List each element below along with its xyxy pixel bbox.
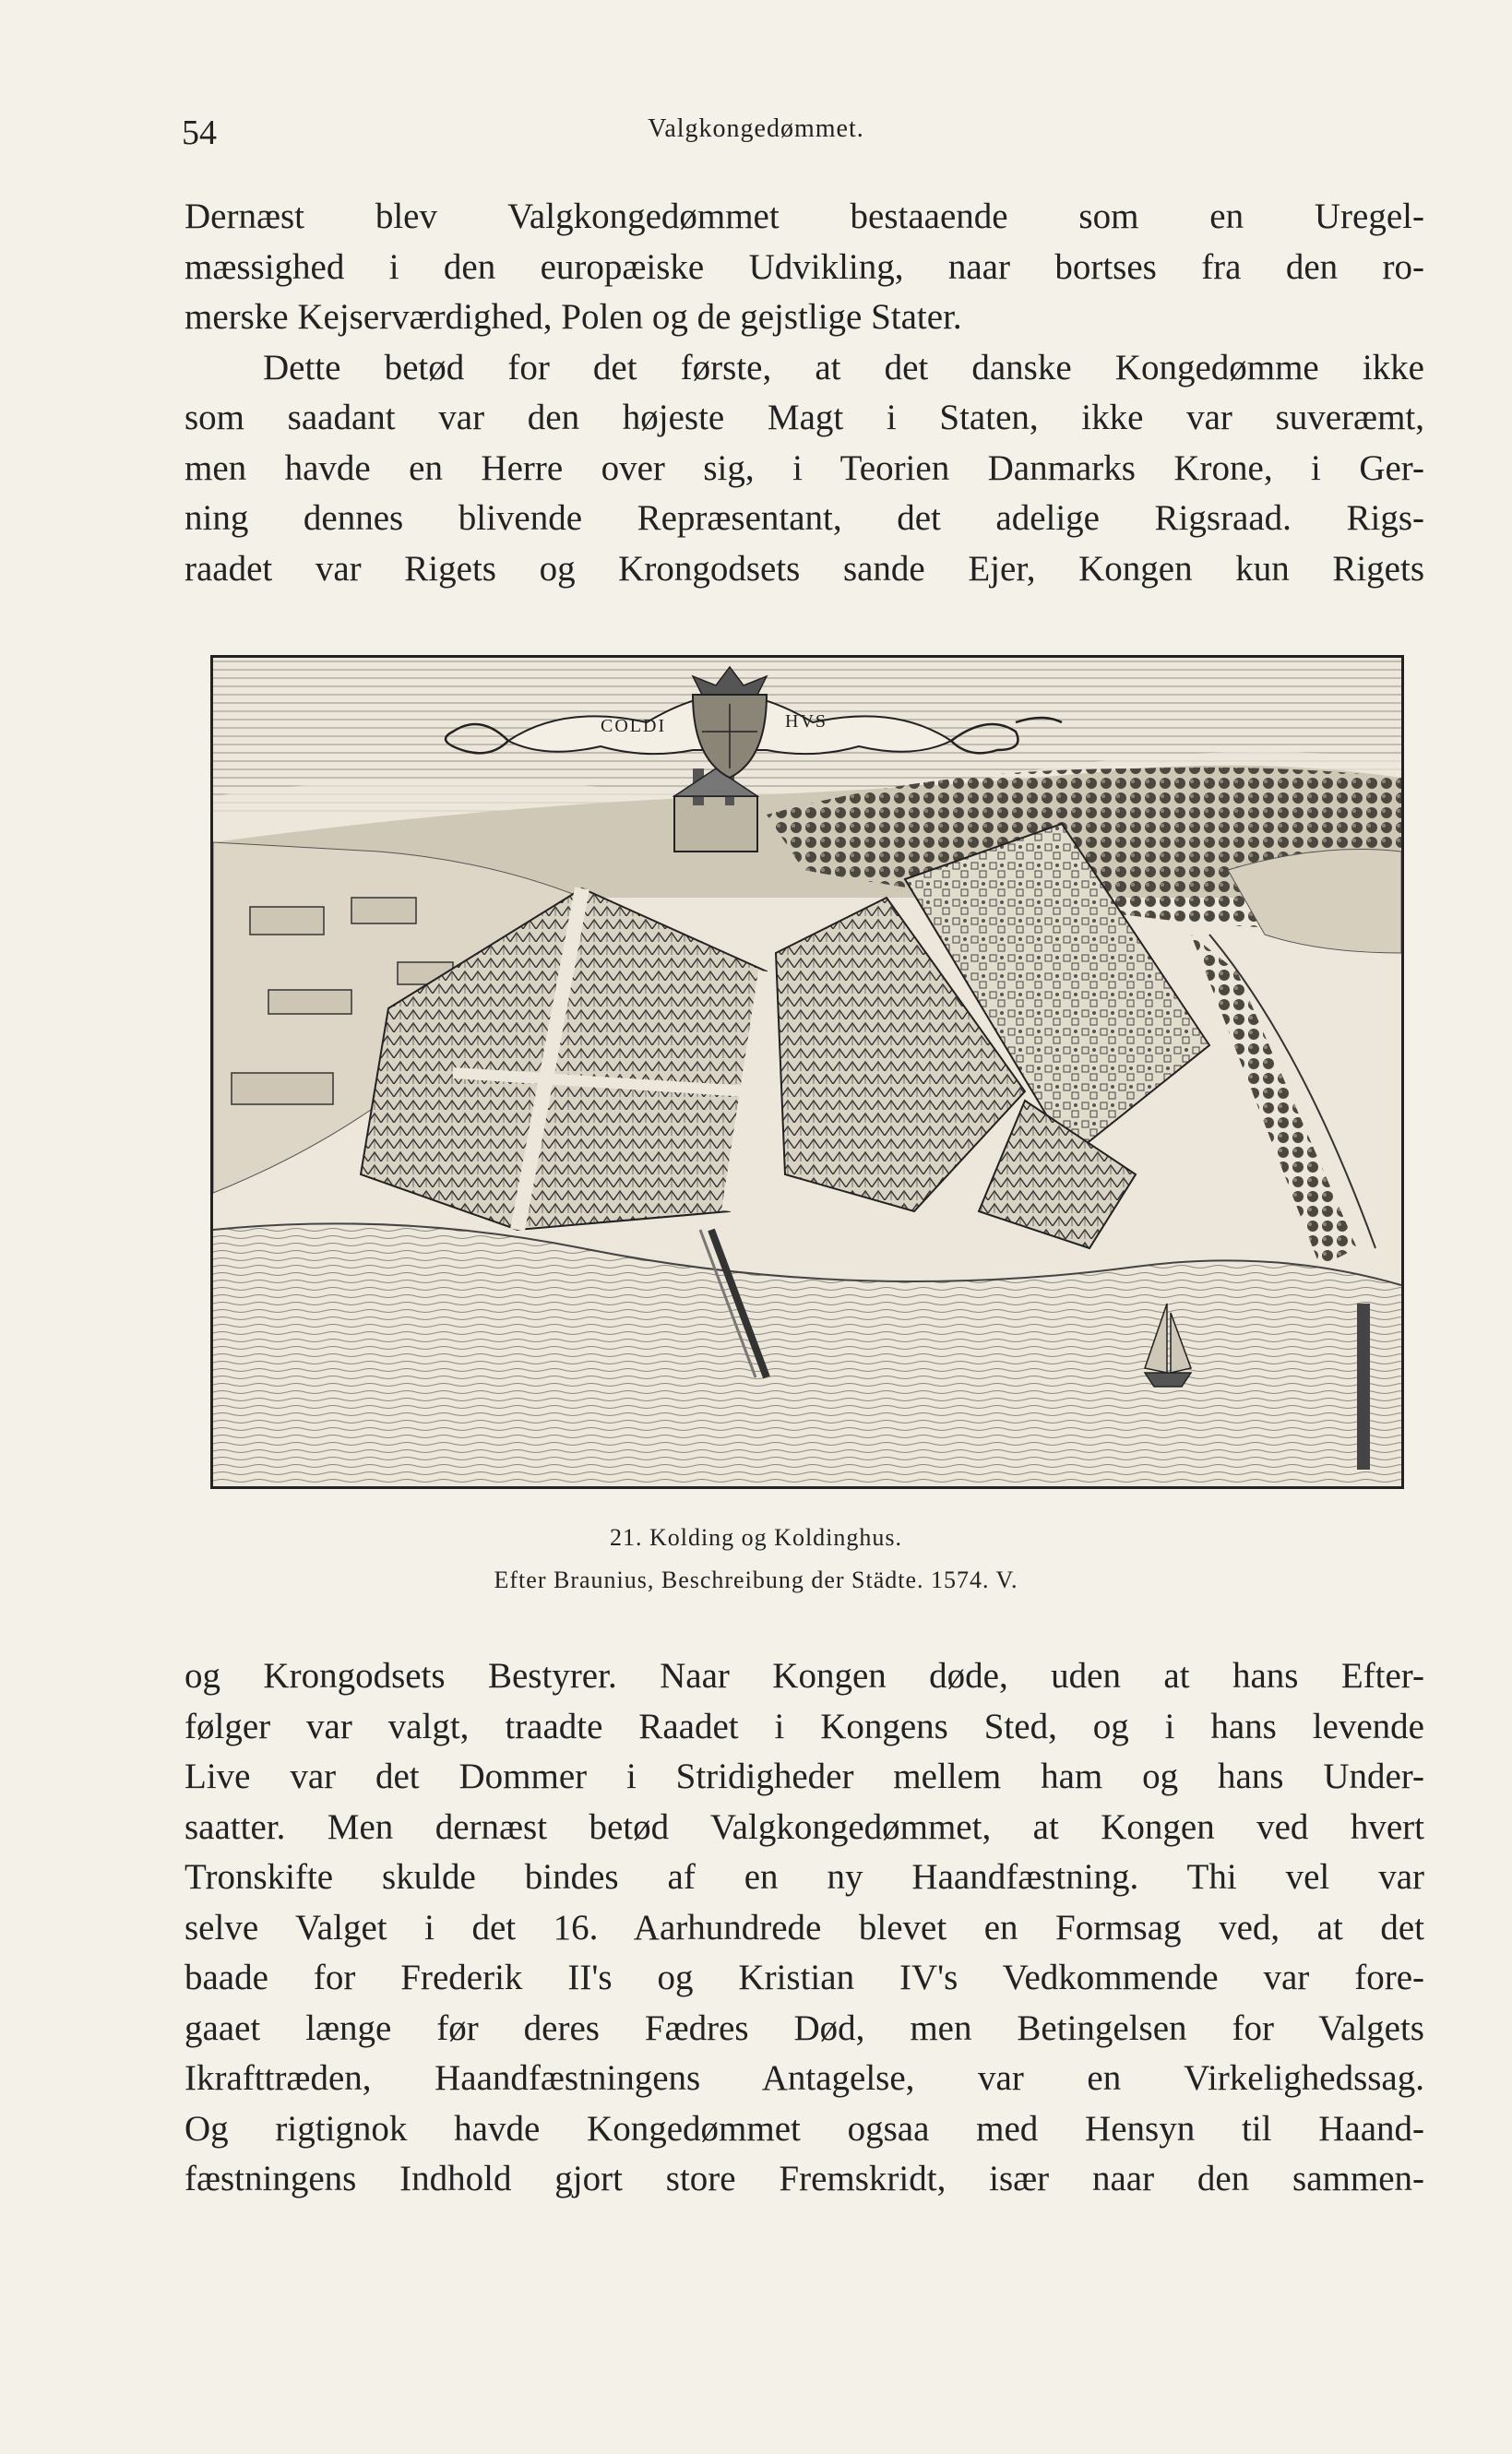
page-number: 54 (182, 113, 217, 152)
text-line: merske Kejserværdighed, Polen og de gejstlige Stater. (185, 297, 962, 337)
text-line: baade for Frederik II's og Kristian IV's Vedkommende var fore- (185, 1958, 1424, 1997)
text-line: saatter. Men dernæst betød Valgkongedømmet, at Kongen ved hvert (185, 1806, 1424, 1847)
text-line: følger var valgt, traadte Raadet i Kongens Sted, og i hans levende (185, 1706, 1424, 1746)
text-line: Dette betød for det første, at det danske Kongedømme ikke (263, 347, 1424, 387)
text-line: fæstningens Indhold gjort store Fremskridt, især naar den sammen- (185, 2159, 1424, 2198)
figure-caption-title: 21. Kolding og Koldinghus. (609, 1524, 903, 1551)
running-title: Valgkongedømmet. (648, 114, 864, 143)
engraving-illustration (213, 658, 1401, 1486)
figure-caption-source: Efter Braunius, Beschreibung der Städte. 1574. V. (494, 1567, 1018, 1593)
banner-text-left: COLDI (601, 716, 667, 736)
banner-text-right: HVS (785, 711, 828, 732)
text-line: Ikrafttræden, Haandfæstningens Antagelse, var en Virkelighedssag. (185, 2058, 1424, 2098)
text-line: Tronskifte skulde bindes af en ny Haandfæstning. Thi vel var (185, 1857, 1424, 1897)
opening-paragraphs (185, 192, 1424, 594)
text-line: Dernæst blev Valgkongedømmet bestaaende som en Uregel- (185, 197, 1424, 236)
text-line: gaaet længe før deres Fædres Død, men Betingelsen for Valgets (185, 2007, 1424, 2048)
text-line: Og rigtignok havde Kongedømmet ogsaa med Hensyn til Haand- (185, 2108, 1424, 2149)
text-line: Live var det Dommer i Stridigheder mellem ham og hans Under- (185, 1757, 1424, 1796)
text-line: raadet var Rigets og Krongodsets sande Ejer, Kongen kun Rigets (185, 548, 1424, 589)
text-line: men havde en Herre over sig, i Teorien Danmarks Krone, i Ger- (185, 447, 1424, 488)
text-line: og Krongodsets Bestyrer. Naar Kongen døde, uden at hans Efter- (185, 1656, 1424, 1696)
text-line: mæssighed i den europæiske Udvikling, naar bortses fra den ro- (185, 246, 1424, 287)
text-line: selve Valget i det 16. Aarhundrede blevet en Formsag ved, at det (185, 1907, 1424, 1948)
running-head (0, 113, 1512, 159)
text-line: som saadant var den højeste Magt i Staten, ikke var suveræmt, (185, 398, 1424, 437)
engraving-kolding (210, 655, 1404, 1489)
text-line: ning dennes blivende Repræsentant, det adelige Rigsraad. Rigs- (185, 498, 1424, 538)
closing-paragraph (185, 1651, 1424, 2205)
